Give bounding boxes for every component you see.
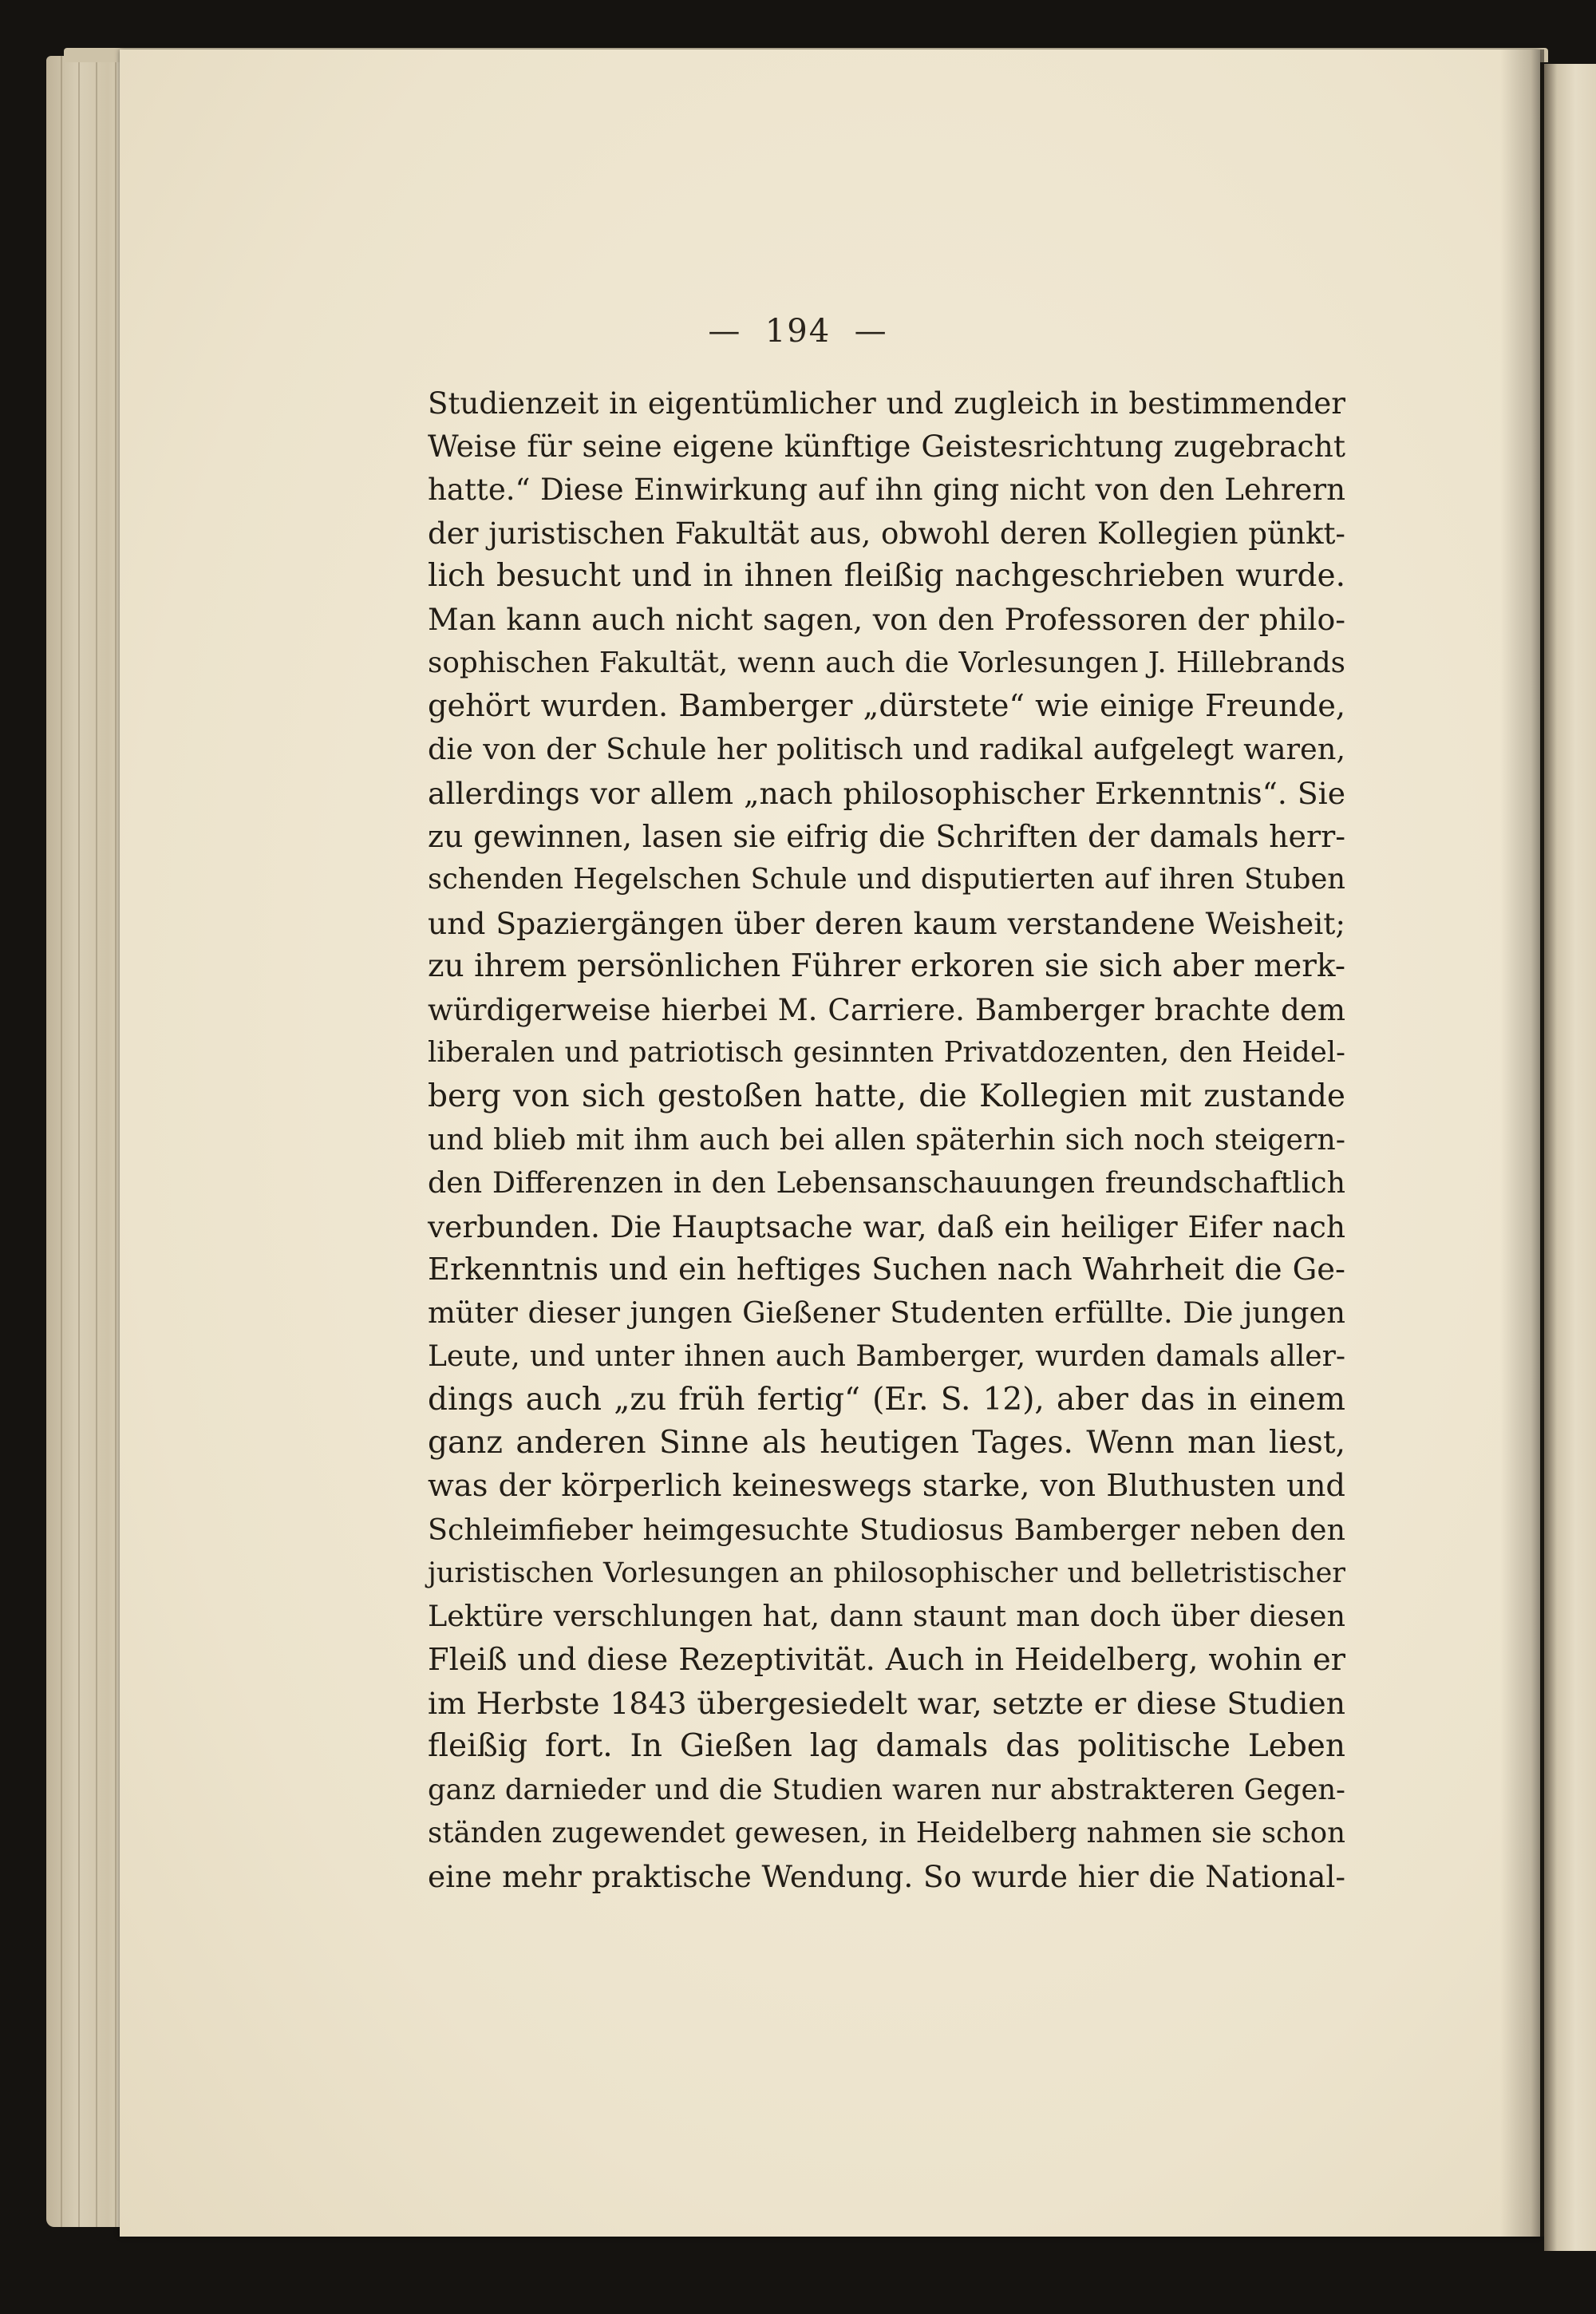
text-line: Studienzeit in eigentümlicher und zugleich in bestimmender [428, 386, 1345, 421]
text-line: im Herbste 1843 übergesiedelt war, setzte er diese Studien [428, 1685, 1345, 1721]
text-line: schenden Hegelschen Schule und disputierten auf ihren Stuben [428, 863, 1345, 896]
text-line: Leute, und unter ihnen auch Bamberger, wurden damals aller- [428, 1339, 1345, 1373]
text-line: ganz darnieder und die Studien waren nur abstrakteren Gegen- [428, 1773, 1345, 1806]
body-text [428, 382, 1345, 1898]
text-line: lich besucht und in ihnen fleißig nachgeschrieben wurde. [428, 558, 1345, 595]
text-line: hatte.“ Diese Einwirkung auf ihn ging nicht von den Lehrern [428, 472, 1345, 507]
text-line: zu gewinnen, lasen sie eifrig die Schriften der damals herr- [428, 818, 1345, 854]
text-line: und blieb mit ihm auch bei allen späterhin sich noch steigern- [428, 1122, 1345, 1157]
text-line: fleißig fort. In Gießen lag damals das politische Leben [428, 1728, 1345, 1765]
page-number: — 194 — [708, 313, 888, 350]
text-line: juristischen Vorlesungen an philosophischer und belletristischer [428, 1557, 1345, 1590]
text-line: Fleiß und diese Rezeptivität. Auch in Heidelberg, wohin er [428, 1641, 1345, 1678]
book-gutter [1500, 49, 1544, 2237]
text-line: Erkenntnis und ein heftiges Suchen nach Wahrheit die Ge- [428, 1251, 1345, 1288]
text-line: ganz anderen Sinne als heutigen Tages. Wenn man liest, [428, 1425, 1345, 1462]
text-line: dings auch „zu früh fertig“ (Er. S. 12), aber das in einem [428, 1381, 1345, 1418]
text-line: und Spaziergängen über deren kaum verstandene Weisheit; [428, 905, 1345, 941]
text-line: gehört wurden. Bamberger „dürstete“ wie einige Freunde, [428, 688, 1345, 725]
text-line: Lektüre verschlungen hat, dann staunt man doch über diesen [428, 1599, 1345, 1634]
text-line: was der körperlich keineswegs starke, von Bluthusten und [428, 1468, 1345, 1505]
text-line: eine mehr praktische Wendung. So wurde hier die National- [428, 1859, 1345, 1895]
text-line: Weise für seine eigene künftige Geistesrichtung zugebracht [428, 429, 1345, 465]
text-line: verbunden. Die Hauptsache war, daß ein heiliger Eifer nach [428, 1208, 1345, 1244]
text-line: ständen zugewendet gewesen, in Heidelberg nahmen sie schon [428, 1816, 1345, 1849]
text-line: allerdings vor allem „nach philosophischer Erkenntnis“. Sie [428, 775, 1345, 811]
text-line: den Differenzen in den Lebensanschauungen freundschaftlich [428, 1165, 1345, 1201]
text-line: würdigerweise hierbei M. Carriere. Bamberger brachte dem [428, 992, 1345, 1028]
text-line: liberalen und patriotisch gesinnten Privatdozenten, den Heidel- [428, 1036, 1345, 1070]
text-line: sophischen Fakultät, wenn auch die Vorlesungen J. Hillebrands [428, 646, 1345, 679]
text-line: berg von sich gestoßen hatte, die Kollegien mit zustande [428, 1078, 1345, 1114]
text-line: Man kann auch nicht sagen, von den Professoren der philo- [428, 602, 1345, 638]
text-line: zu ihrem persönlichen Führer erkoren sie sich aber merk- [428, 947, 1345, 984]
text-line: müter dieser jungen Gießener Studenten erfüllte. Die jungen [428, 1295, 1345, 1331]
text-line: Schleimfieber heimgesuchte Studiosus Bamberger neben den [428, 1512, 1345, 1547]
facing-page-edge [1544, 64, 1596, 2251]
text-line: der juristischen Fakultät aus, obwohl deren Kollegien pünkt- [428, 515, 1345, 551]
text-line: die von der Schule her politisch und radikal aufgelegt waren, [428, 732, 1345, 767]
